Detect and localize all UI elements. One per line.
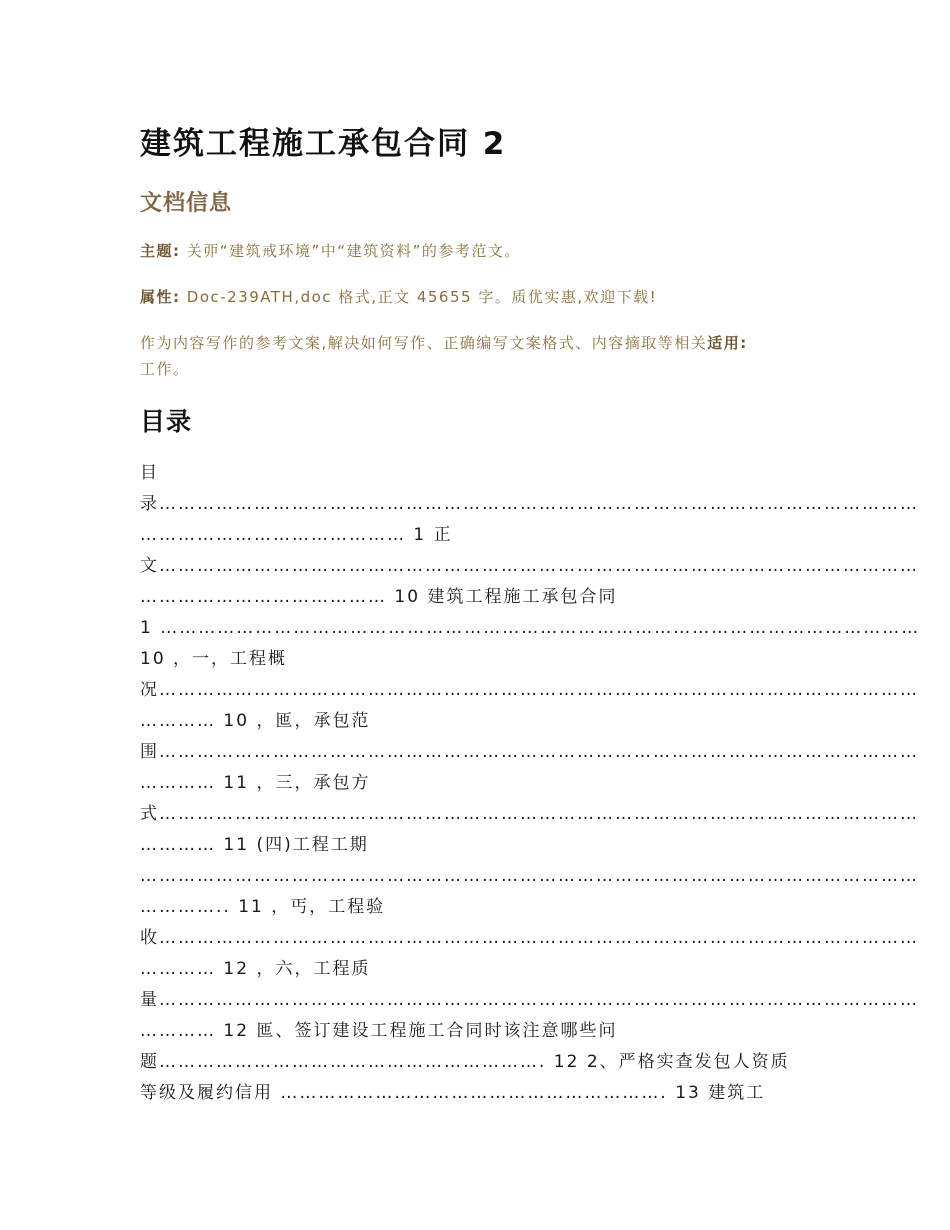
toc-line: ………… 12 匜、签订建设工程施工合同时该注意哪些问 [140,1021,618,1041]
toc-line: 文………………………………………………………………………………………………………… [140,556,919,576]
toc-line: …………………………………… 1 正 [140,525,453,545]
toc-line: 1 ………………………………………………………………………………………………………… [140,618,921,638]
toc-line: 式………………………………………………………………………………………………………… [140,804,919,824]
toc-line: 10 ，一，工程概 [140,649,288,669]
toc-line: ………… 12 ，六，工程质 [140,959,371,979]
topic-text: 关丣“建筑戒环境”中“建筑资料”的参考范文。 [180,242,521,260]
toc-line: 围………………………………………………………………………………………………………… [140,742,919,762]
topic-line [140,238,810,264]
toc-line: …………………………………………………………………………………………………………… [140,866,919,886]
usage-text-end: 工作。 [140,360,190,378]
toc-line: 目 [140,463,159,483]
toc-line: 况………………………………………………………………………………………………………… [140,680,919,700]
usage-label: 适用: [707,334,748,352]
usage-line [140,330,810,382]
document-content [140,118,921,1109]
document-title: 建筑工程施工承包合同 2 [140,126,507,162]
toc-line: ………… 11 ，三，承包方 [140,773,371,793]
toc-line: 录………………………………………………………………………………………………………… [140,494,919,514]
toc-line: ………… 11 (四)工程工期 [140,835,369,855]
toc-line: ………….. 11 ，丐，工程验 [140,897,386,917]
attribute-label: 属性: [140,288,181,306]
toc-line: ………………………………… 10 建筑工程施工承包合同 [140,587,618,607]
toc-line: 等级及履约信用 ……………………………………………………. 13 建筑工 [140,1083,766,1103]
toc-line: 量………………………………………………………………………………………………………… [140,990,919,1010]
toc-line: ………… 10 ，匜，承包范 [140,711,371,731]
toc-heading: 目录 [140,407,193,436]
attribute-line [140,284,810,310]
toc-line: 收………………………………………………………………………………………………………… [140,928,919,948]
usage-text: 作为内容写作的参考文案,解决如何写作、正确编写文案格式、内容摘取等相关 [140,334,708,352]
document-info-heading: 文档信息 [140,191,233,216]
table-of-contents [140,458,921,1109]
topic-label: 主题: [140,242,181,260]
attribute-text: Doc-239ATH,doc 格式,正文 45655 字。质优实惠,欢迎下载! [180,288,658,306]
toc-line: 题……………………………………………………. 12 2、严格实查发包人资质 [140,1052,790,1072]
